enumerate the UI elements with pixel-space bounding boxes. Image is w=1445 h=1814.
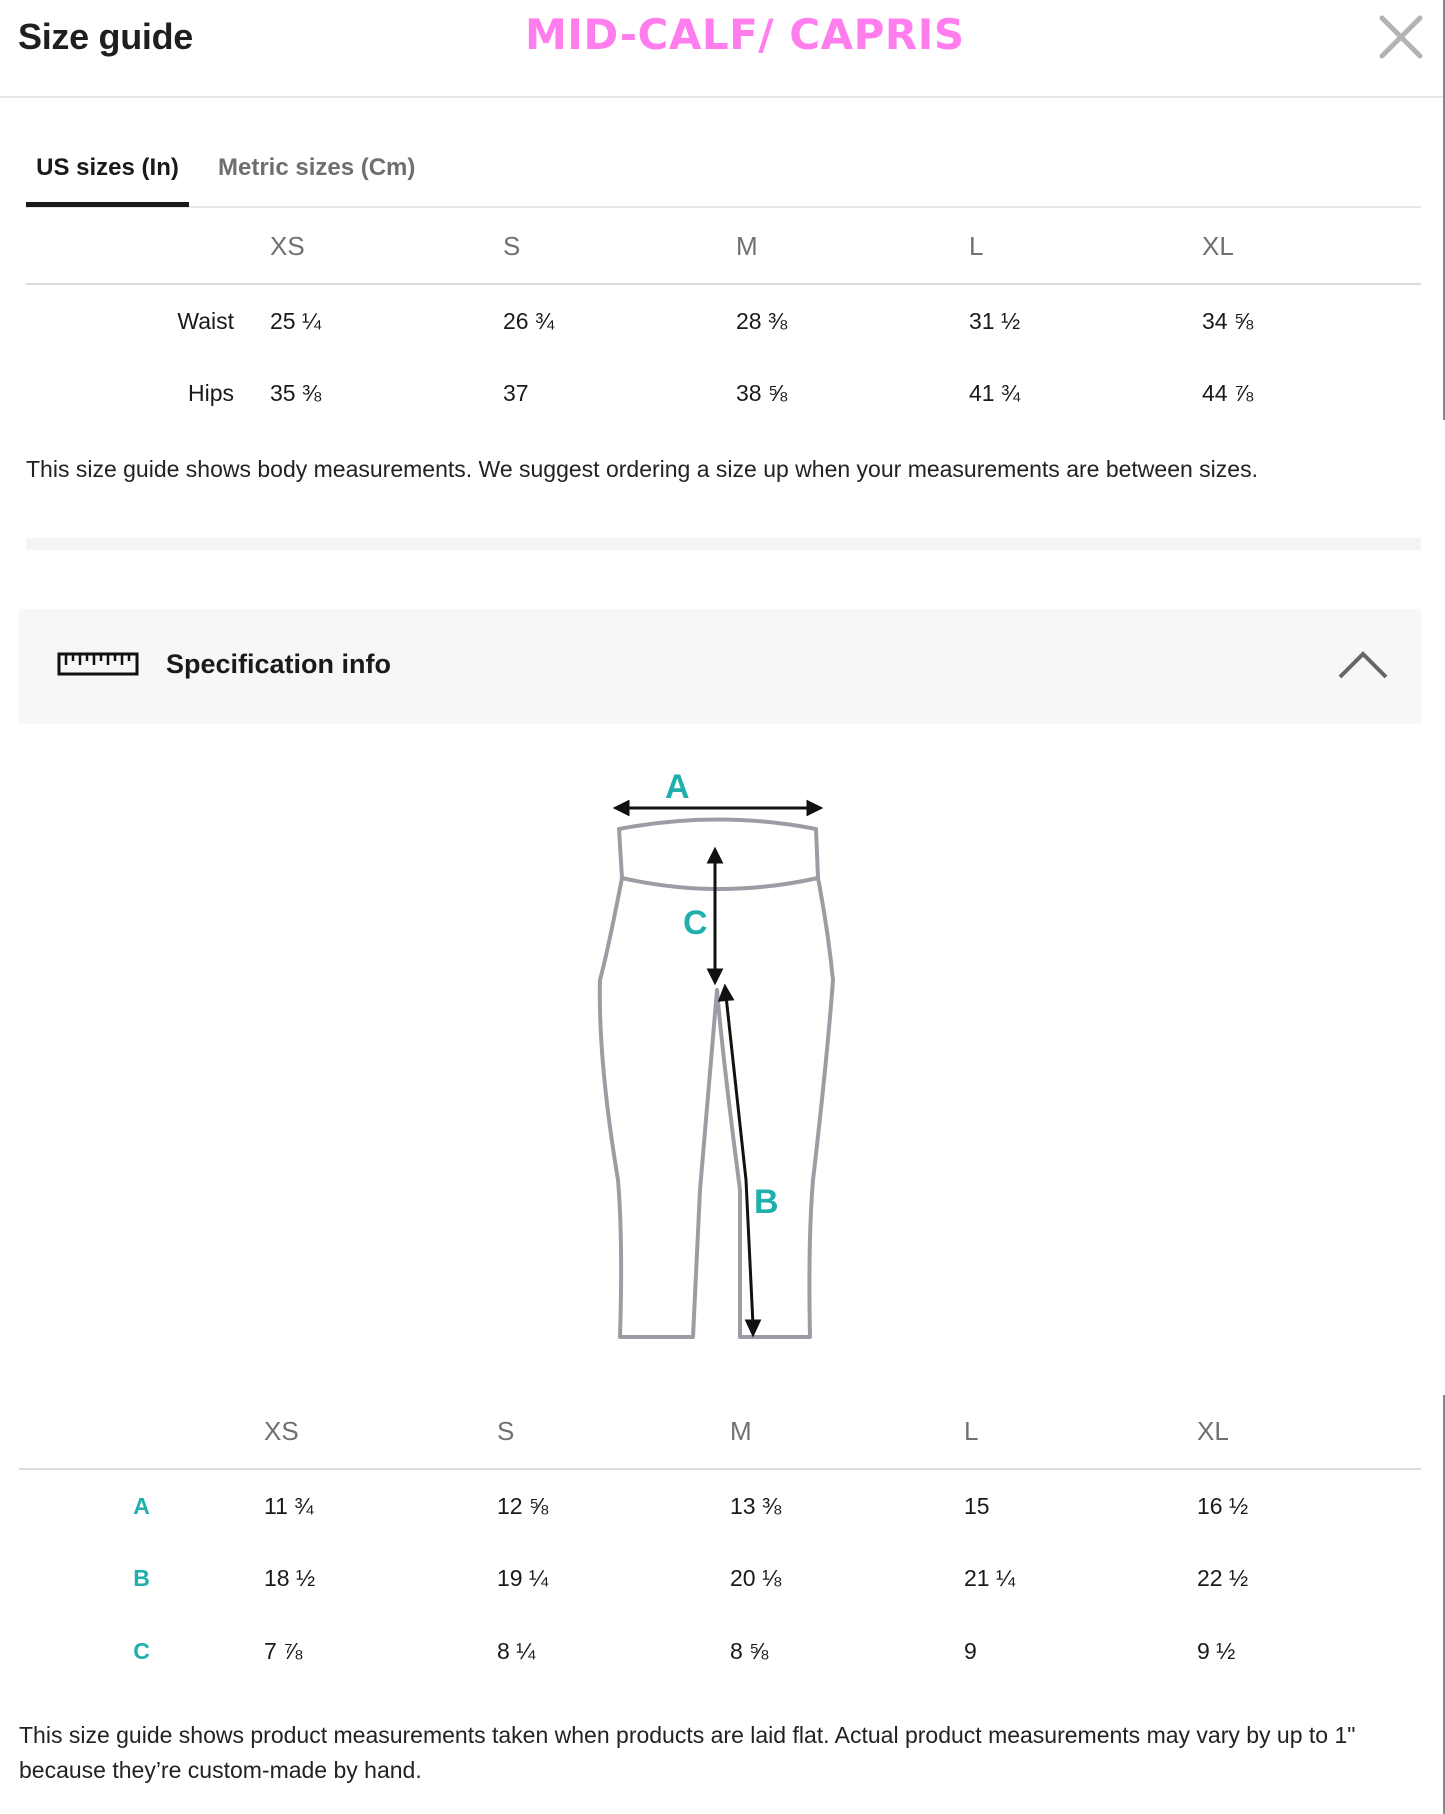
size-header: M bbox=[730, 1416, 752, 1446]
table-cell: 22 ½ bbox=[1197, 1565, 1249, 1591]
collapse-toggle-button[interactable] bbox=[1337, 645, 1389, 683]
row-label-b: B bbox=[133, 1565, 150, 1591]
size-header: M bbox=[736, 231, 758, 261]
product-measurements-note: This size guide shows product measurements taken when products are laid flat. Actual product measurements may vary by up to 1" because they’re custom-made by hand. bbox=[19, 1722, 1356, 1783]
table-cell: 15 bbox=[964, 1492, 990, 1519]
unit-tabs bbox=[26, 140, 1421, 208]
chevron-up-icon bbox=[1337, 645, 1389, 683]
close-icon bbox=[1378, 14, 1424, 60]
table-cell: 13 ⅜ bbox=[730, 1492, 782, 1519]
table-cell: 19 ¼ bbox=[497, 1565, 549, 1591]
table-cell: 34 ⅝ bbox=[1202, 307, 1254, 334]
table-cell: 28 ⅜ bbox=[736, 307, 788, 334]
section-divider bbox=[26, 538, 1421, 550]
table-cell: 31 ½ bbox=[969, 307, 1021, 334]
row-label-c: C bbox=[133, 1638, 150, 1664]
body-measurements-table bbox=[26, 210, 1421, 430]
table-cell: 25 ¼ bbox=[270, 307, 322, 334]
table-cell: 9 ½ bbox=[1197, 1638, 1236, 1664]
capri-measurement-diagram bbox=[580, 760, 870, 1350]
table-cell: 7 ⅞ bbox=[264, 1638, 303, 1664]
table-cell: 44 ⅞ bbox=[1202, 380, 1254, 406]
size-header: S bbox=[497, 1416, 515, 1446]
empty-header-cell bbox=[19, 1395, 264, 1469]
row-label-a: A bbox=[133, 1492, 150, 1519]
body-measurements-note: This size guide shows body measurements. We suggest ordering a size up when your measurements are between sizes. bbox=[26, 456, 1258, 482]
tab-us-sizes[interactable]: US sizes (In) bbox=[26, 154, 189, 207]
size-header: XL bbox=[1197, 1416, 1229, 1446]
tab-metric-sizes[interactable]: Metric sizes (Cm) bbox=[218, 154, 416, 181]
modal-header bbox=[0, 0, 1445, 98]
row-label-hips: Hips bbox=[187, 380, 234, 406]
specification-info-title: Specification info bbox=[166, 649, 392, 679]
ruler-icon bbox=[57, 651, 139, 677]
table-cell: 21 ¼ bbox=[964, 1565, 1016, 1591]
table-row bbox=[19, 1542, 1421, 1615]
table-cell: 41 ¾ bbox=[969, 380, 1021, 406]
diagram-label-b: B bbox=[754, 1183, 779, 1221]
table-cell: 16 ½ bbox=[1197, 1492, 1249, 1519]
table-cell: 38 ⅝ bbox=[736, 380, 788, 406]
product-measurements-table bbox=[19, 1395, 1421, 1688]
size-header: XL bbox=[1202, 231, 1234, 261]
table-row bbox=[19, 1469, 1421, 1542]
table-cell: 11 ¾ bbox=[264, 1492, 314, 1519]
table-cell: 20 ⅛ bbox=[730, 1565, 782, 1591]
diagram-label-a: A bbox=[665, 768, 690, 806]
size-header: L bbox=[964, 1416, 979, 1446]
empty-header-cell bbox=[26, 210, 270, 284]
table-cell: 26 ¾ bbox=[503, 307, 555, 334]
table-cell: 37 bbox=[503, 380, 529, 406]
specification-info-header[interactable] bbox=[19, 609, 1421, 724]
close-button[interactable] bbox=[1378, 14, 1424, 60]
dimension-c-arrow bbox=[709, 850, 721, 982]
table-cell: 9 bbox=[964, 1638, 977, 1664]
product-type-banner: MID-CALF/ CAPRIS bbox=[525, 10, 965, 59]
table-row bbox=[26, 357, 1421, 430]
dimension-a-arrow bbox=[616, 802, 820, 814]
size-header: S bbox=[503, 231, 521, 261]
modal-title: Size guide bbox=[18, 16, 194, 57]
row-label-waist: Waist bbox=[177, 307, 234, 334]
table-cell: 18 ½ bbox=[264, 1565, 316, 1591]
table-row bbox=[26, 284, 1421, 357]
size-header: L bbox=[969, 231, 984, 261]
table-cell: 35 ⅜ bbox=[270, 380, 322, 406]
size-header: XS bbox=[264, 1416, 299, 1446]
table-header-row bbox=[26, 210, 1421, 284]
diagram-label-c: C bbox=[683, 904, 708, 942]
table-cell: 12 ⅝ bbox=[497, 1492, 549, 1519]
table-row bbox=[19, 1615, 1421, 1688]
table-cell: 8 ¼ bbox=[497, 1638, 536, 1664]
table-cell: 8 ⅝ bbox=[730, 1638, 769, 1664]
table-header-row bbox=[19, 1395, 1421, 1469]
size-header: XS bbox=[270, 231, 305, 261]
